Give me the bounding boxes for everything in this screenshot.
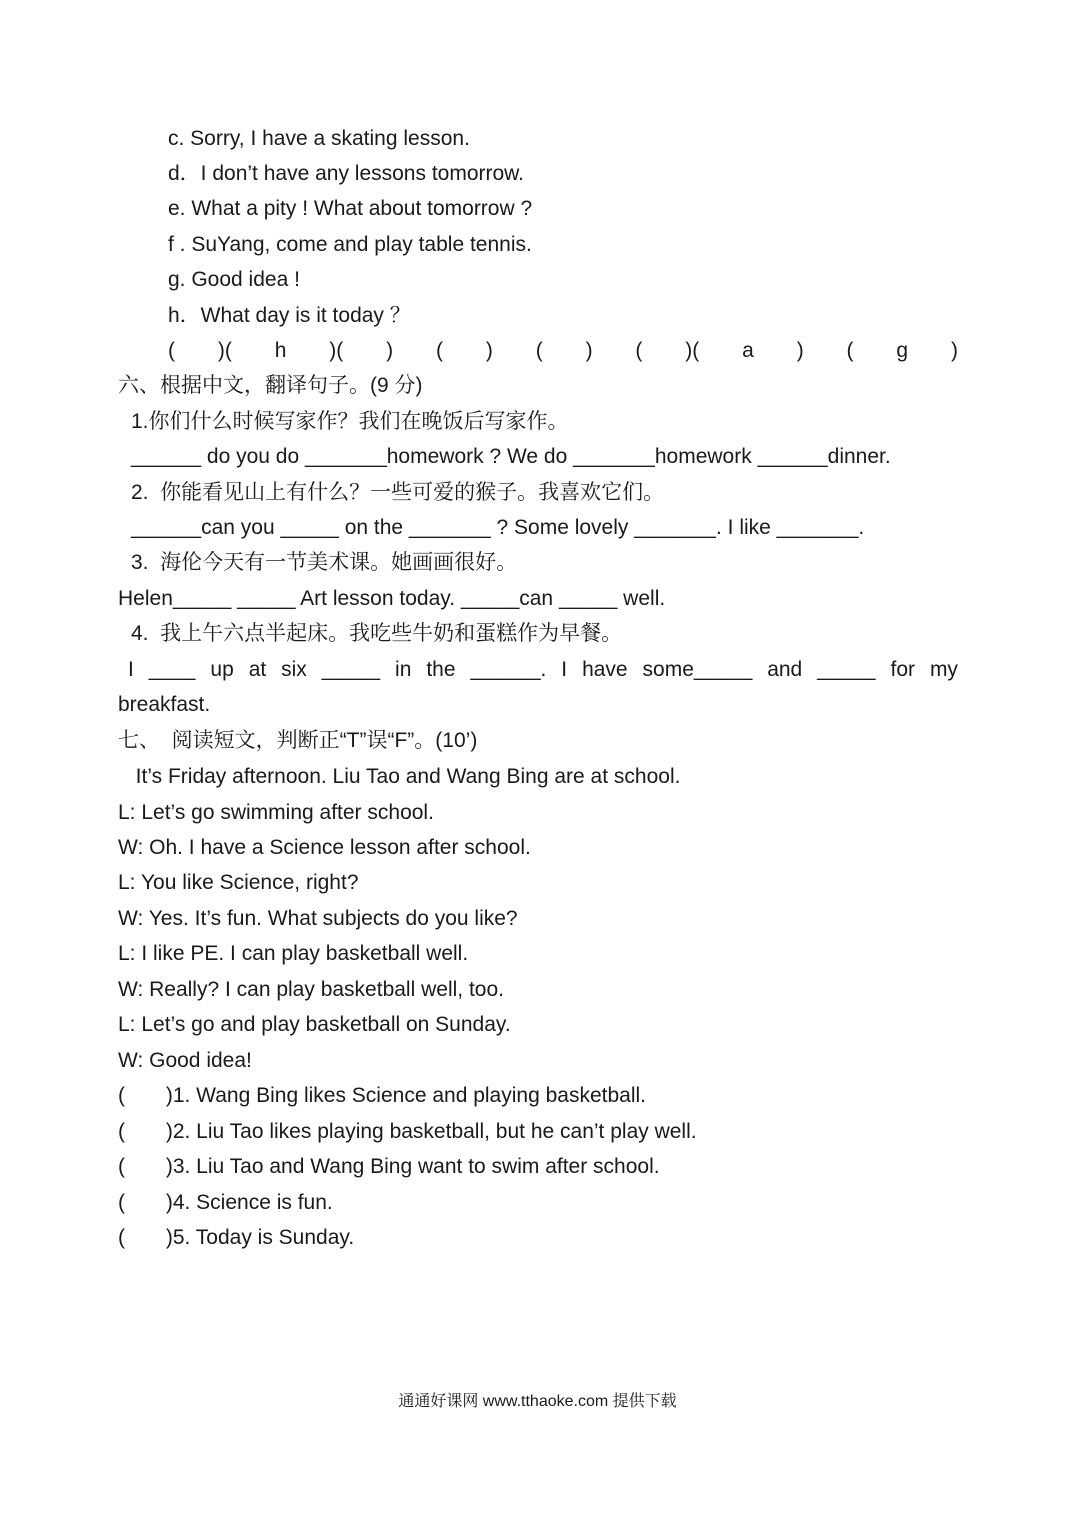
passage-line: L: I like PE. I can play basketball well. [118,942,469,965]
passage-line: W: Really? I can play basketball well, too. [118,978,504,1001]
passage-line: W: Good idea! [118,1049,252,1072]
q2-chinese: 2. 你能看见山上有什么？一些可爱的猴子。我喜欢它们。 [131,481,665,504]
option-g: g. Good idea ! [168,268,300,291]
option-h: h．What day is it today ？ [168,304,411,327]
tf-question-1: ( )1. Wang Bing likes Science and playing basketball. [118,1084,646,1107]
tf-question-2: ( )2. Liu Tao likes playing basketball, but he can’t play well. [118,1120,697,1143]
q1-chinese: 1.你们什么时候写家作？我们在晚饭后写家作。 [131,410,569,433]
q3-english: Helen_____ _____ Art lesson today. _____can _____ well. [118,587,666,610]
passage-line: L: Let’s go and play basketball on Sunday. [118,1013,511,1036]
passage-line: W: Yes. It’s fun. What subjects do you like? [118,907,518,930]
option-e: e. What a pity ! What about tomorrow ? [168,197,533,220]
option-c: c. Sorry, I have a skating lesson. [168,127,470,150]
tf-question-5: ( )5. Today is Sunday. [118,1226,355,1249]
section6-heading: 六、根据中文，翻译句子。(9 分) [118,374,423,397]
option-f: f . SuYang, come and play table tennis. [168,233,532,256]
answer-slots-row: ( )( h )( ) ( ) ( ) ( )( a ) ( g ) [168,339,958,362]
q4-english: I ____ up at six _____ in the ______. I have some_____ and _____ for my [128,658,958,681]
page-footer: 通通好课网 www.tthaoke.com 提供下载 [398,1393,677,1410]
passage-line: L: Let’s go swimming after school. [118,801,434,824]
q1-english: ______ do you do _______homework ? We do _______homework ______dinner. [131,445,891,468]
q2-english: ______can you _____ on the _______ ? Some lovely _______. I like _______. [131,516,865,539]
q3-chinese: 3. 海伦今天有一节美术课。她画画很好。 [131,551,518,574]
passage-line: L: You like Science, right? [118,871,359,894]
passage-line: W: Oh. I have a Science lesson after school. [118,836,531,859]
tf-question-4: ( )4. Science is fun. [118,1191,333,1214]
option-d: d．I don’t have any lessons tomorrow. [168,162,525,185]
passage-line: It’s Friday afternoon. Liu Tao and Wang Bing are at school. [124,765,681,788]
q4-chinese: 4. 我上午六点半起床。我吃些牛奶和蛋糕作为早餐。 [131,622,623,645]
tf-question-3: ( )3. Liu Tao and Wang Bing want to swim after school. [118,1155,660,1178]
q4-english-cont: breakfast. [118,693,211,716]
section7-heading: 七、 阅读短文，判断正“T”误“F”。(10’) [118,729,478,752]
